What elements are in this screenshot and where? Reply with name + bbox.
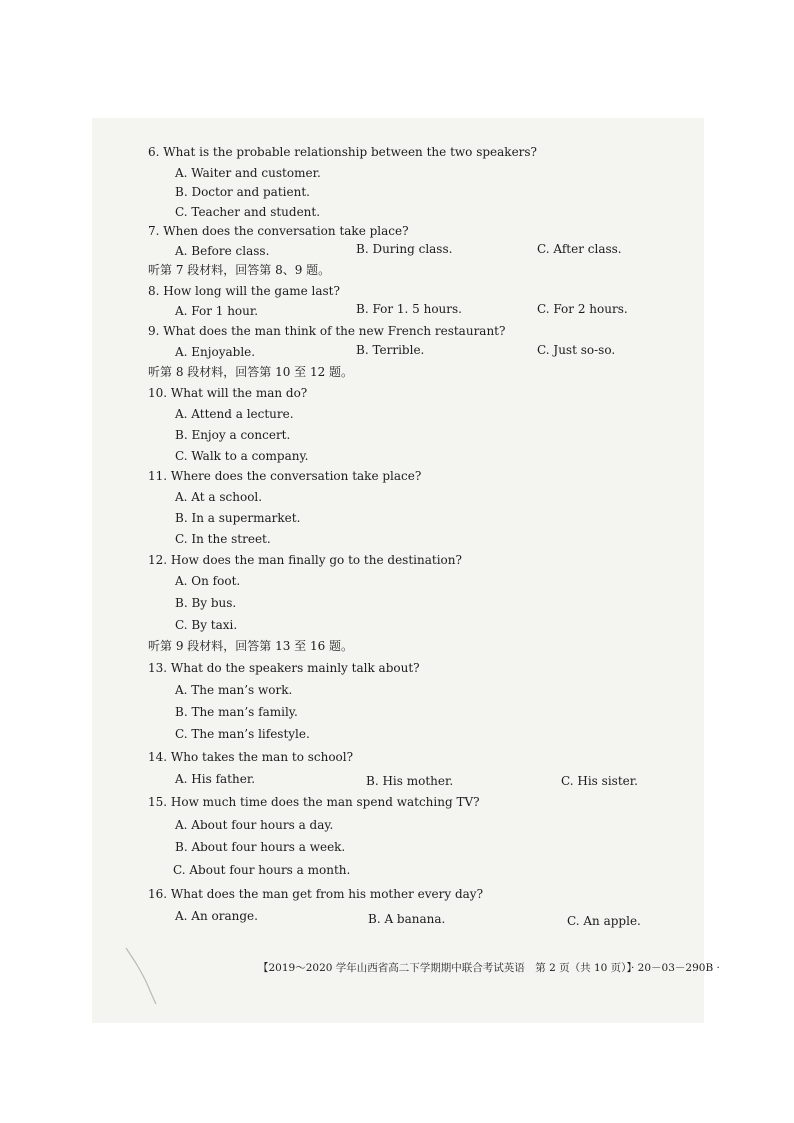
q13-option-b: B. The man’s family. <box>175 705 298 719</box>
question-11: 11. Where does the conversation take place? <box>148 469 422 483</box>
question-15: 15. How much time does the man spend watching TV? <box>148 795 480 809</box>
q16-option-a: A. An orange. <box>175 909 258 923</box>
q12-option-a: A. On foot. <box>175 574 241 588</box>
q7-option-a: A. Before class. <box>175 244 270 258</box>
q8-option-b: B. For 1. 5 hours. <box>356 302 462 316</box>
page-footer-code: · 20－03－290B · <box>631 962 720 974</box>
question-16: 16. What does the man get from his mother every day? <box>148 887 483 901</box>
question-8: 8. How long will the game last? <box>148 284 340 298</box>
q8-option-a: A. For 1 hour. <box>175 304 259 318</box>
q9-option-a: A. Enjoyable. <box>175 345 256 359</box>
q16-option-b: B. A banana. <box>368 912 446 926</box>
q12-option-b: B. By bus. <box>175 596 237 610</box>
q12-option-c: C. By taxi. <box>175 618 238 632</box>
question-12: 12. How does the man finally go to the destination? <box>148 553 462 567</box>
section-8-instruction: 听第 8 段材料，回答第 10 至 12 题。 <box>148 365 354 379</box>
q10-option-b: B. Enjoy a concert. <box>175 428 291 442</box>
q14-option-b: B. His mother. <box>366 774 454 788</box>
q13-option-c: C. The man’s lifestyle. <box>175 727 310 741</box>
paper-crease-mark <box>122 946 162 1006</box>
q13-option-a: A. The man’s work. <box>175 683 293 697</box>
q6-option-a: A. Waiter and customer. <box>175 166 321 180</box>
q9-option-b: B. Terrible. <box>356 343 425 357</box>
q6-option-b: B. Doctor and patient. <box>175 185 310 199</box>
q15-option-a: A. About four hours a day. <box>175 818 334 832</box>
q15-option-c: C. About four hours a month. <box>173 863 351 877</box>
q11-option-c: C. In the street. <box>175 532 271 546</box>
section-9-instruction: 听第 9 段材料，回答第 13 至 16 题。 <box>148 639 354 653</box>
q14-option-c: C. His sister. <box>561 774 638 788</box>
q6-option-c: C. Teacher and student. <box>175 205 321 219</box>
question-7: 7. When does the conversation take place? <box>148 224 409 238</box>
q7-option-c: C. After class. <box>537 242 622 256</box>
q10-option-c: C. Walk to a company. <box>175 449 309 463</box>
question-13: 13. What do the speakers mainly talk about? <box>148 661 420 675</box>
q7-option-b: B. During class. <box>356 242 453 256</box>
question-10: 10. What will the man do? <box>148 386 308 400</box>
q10-option-a: A. Attend a lecture. <box>175 407 294 421</box>
question-14: 14. Who takes the man to school? <box>148 750 354 764</box>
question-6: 6. What is the probable relationship between the two speakers? <box>148 145 537 159</box>
q9-option-c: C. Just so-so. <box>537 343 616 357</box>
q8-option-c: C. For 2 hours. <box>537 302 628 316</box>
q15-option-b: B. About four hours a week. <box>175 840 346 854</box>
q11-option-b: B. In a supermarket. <box>175 511 301 525</box>
q11-option-a: A. At a school. <box>175 490 263 504</box>
question-9: 9. What does the man think of the new French restaurant? <box>148 324 506 338</box>
q14-option-a: A. His father. <box>175 772 256 786</box>
q16-option-c: C. An apple. <box>567 914 641 928</box>
page-footer-title: 【2019～2020 学年山西省高二下学期期中联合考试英语 第 2 页（共 10 页）】 <box>258 962 637 974</box>
section-7-instruction: 听第 7 段材料，回答第 8、9 题。 <box>148 263 331 277</box>
